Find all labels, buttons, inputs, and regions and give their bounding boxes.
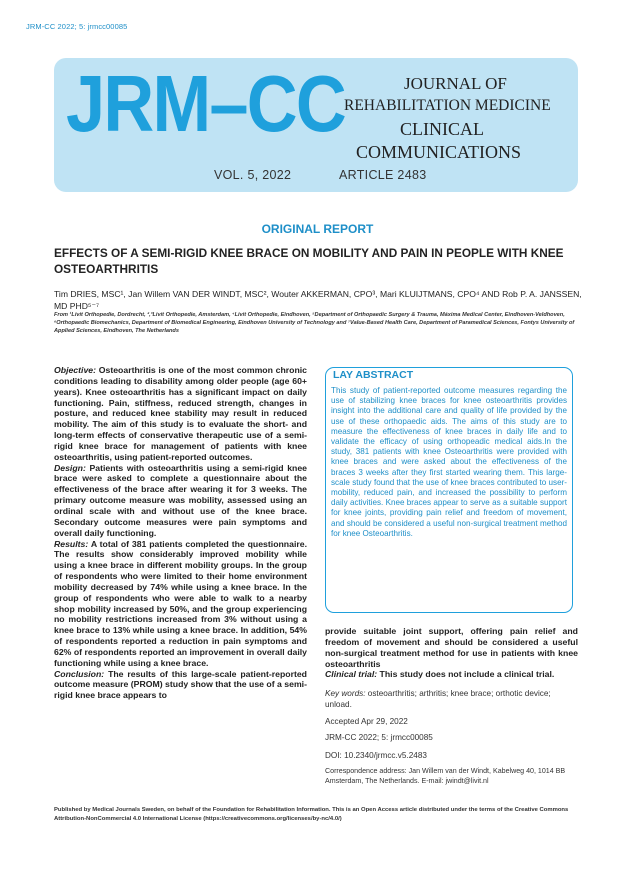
lay-abstract-title: LAY ABSTRACT: [333, 369, 414, 381]
journal-title-line4: COMMUNICATIONS: [356, 142, 522, 162]
license-footer: Published by Medical Journals Sweden, on behalf of the Foundation for Rehabilitation Information. This is an Open Access article distributed under the terms of the Creative Commons Attribution-NonCommercial 4.0 International License (https://creativecommons.org/licenses/by-nc/4.0/): [54, 807, 569, 822]
journal-title-line3: CLINICAL: [400, 119, 484, 139]
conclusion-label: Conclusion:: [54, 668, 105, 679]
conclusion-text: The results of this large-scale patient-reported outcome measure (PROM) study show that the use of a semi-rigid knee brace appears to: [54, 668, 307, 701]
abstract-left-column: [54, 365, 307, 701]
journal-title-line1: JOURNAL OF: [404, 74, 507, 93]
running-head: JRM-CC 2022; 5: jrmcc00085: [26, 22, 128, 31]
abstract-right-column: [325, 626, 578, 680]
affiliations: From ¹Livit Orthopedie, Dordrecht, ²,³Livit Orthopedie, Amsterdam, ⁴Livit Orthopedie, Eindhoven, ⁵Department of Orthopaedic Surgery & Trauma, Máxima Medical Center, Eindhoven-Veldhoven, ⁶Orthopaedic Biomechanics, Department of Biomedical Engineering, Eindhoven University of Technology and ⁷Value-Based Health Care, Department of Paramedical Sciences, Fontys University of Applied Sciences, Eindhoven, The Netherlands: [54, 312, 575, 334]
report-type: ORIGINAL REPORT: [261, 222, 374, 236]
correspondence-address: Correspondence address: Jan Willem van der Windt, Kabelweg 40, 1014 BB Amsterdam, The Netherlands. E-mail: jwindt@livit.nl: [325, 767, 566, 785]
keywords: [325, 689, 578, 710]
doi[interactable]: DOI: 10.2340/jrmcc.v5.2483: [325, 751, 427, 760]
design-label: Design:: [54, 462, 86, 473]
journal-title-line2: REHABILITATION MEDICINE: [344, 97, 551, 114]
conclusion-continued: provide suitable joint support, offering pain relief and freedom of movement and should be considered a useful non-surgical treatment method for use in patients with knee osteoarthritis: [325, 626, 578, 669]
lay-abstract-text: This study of patient-reported outcome measures regarding the use of stabilizing knee braces for knee osteoarthritis provides insight into the additional care and quality of life provided by the use of these orthopaedic aids. The aims of this study are to measure the effectiveness of knee braces in daily life and to validate the efficacy of using orthopeadic medical aids.In the study, 381 patients with knee Osteoarthritis were provided with knee braces and were asked about the effectiveness of the braces 3 weeks after they first started wearing them. This large-scale study found that the use of knee braces contributed to user-mobility, reduced pain, and increased the possibility to perform daily activities. Knee braces appear to serve as a suitable support for knee joints, providing pain relief and freedom of movement, and should be considered a useful non-surgical treatment method for knee Osteoarthritis.: [331, 386, 567, 538]
volume-info: VOL. 5, 2022: [214, 168, 292, 182]
keywords-text: osteoarthritis; arthritis; knee brace; orthotic device; unload.: [325, 689, 551, 709]
objective-label: Objective:: [54, 365, 97, 375]
results-label: Results:: [54, 538, 89, 549]
design-text: Patients with osteoarthritis using a semi-rigid knee brace were asked to complete a questionnaire about the effectiveness of the brace after wearing it for 3 weeks. The primary outcome measure was mobility, assessed using an ordinal scale with and without use of the knee brace. Secondary outcome measures were pain symptoms and overall daily functioning.: [54, 462, 307, 538]
results-text: A total of 381 patients completed the questionnaire. The results show considerably improved mobility while using a knee brace in different mobility groups. In the group of respondents who were limited to their home environment mobility decreased by 74% while using a knee brace. In the group of respondents who were able to walk to a nearby shop mobility increased by 50%, and the group experiencing no mobility restrictions increased from 3% without using a knee brace to 13% while using a knee brace. In addition, 54% of respondents reported a reduction in pain symptoms and 62% of respondents reported an improvement in overall daily functioning while using a knee brace.: [54, 538, 307, 668]
article-title: EFFECTS OF A SEMI-RIGID KNEE BRACE ON MOBILITY AND PAIN IN PEOPLE WITH KNEE OSTEOARTHRITIS: [54, 246, 564, 276]
keywords-label: Key words:: [325, 689, 366, 698]
clinical-trial-label: Clinical trial:: [325, 669, 378, 680]
clinical-trial-text: This study does not include a clinical trial.: [377, 669, 555, 680]
journal-logo: JRM–CC: [66, 59, 345, 148]
accepted-date: Accepted Apr 29, 2022: [325, 717, 408, 726]
citation: JRM-CC 2022; 5: jrmcc00085: [325, 733, 433, 742]
objective-text: Osteoarthritis is one of the most common chronic conditions leading to disability among older people (age 60+ years). Knee osteoarthritis has a significant impact on daily functioning. Pain, stiffness, reduced strength, changes in posture, and reduced knee stability may result in reduced mobility. The aim of this study is to evaluate the short- and long-term effects of conservative therapeutic use of a semi-rigid knee brace for management of patients with knee osteoarthritis, using patient-reported outcomes.: [54, 365, 307, 462]
article-number: ARTICLE 2483: [339, 168, 427, 182]
author-list: Tim DRIES, MSC¹, Jan Willem VAN DER WINDT, MSC², Wouter AKKERMAN, CPO³, Mari KLUIJTMANS, CPO⁴ AND Rob P. A. JANSSEN, MD PHD⁵⁻⁷: [54, 289, 582, 311]
